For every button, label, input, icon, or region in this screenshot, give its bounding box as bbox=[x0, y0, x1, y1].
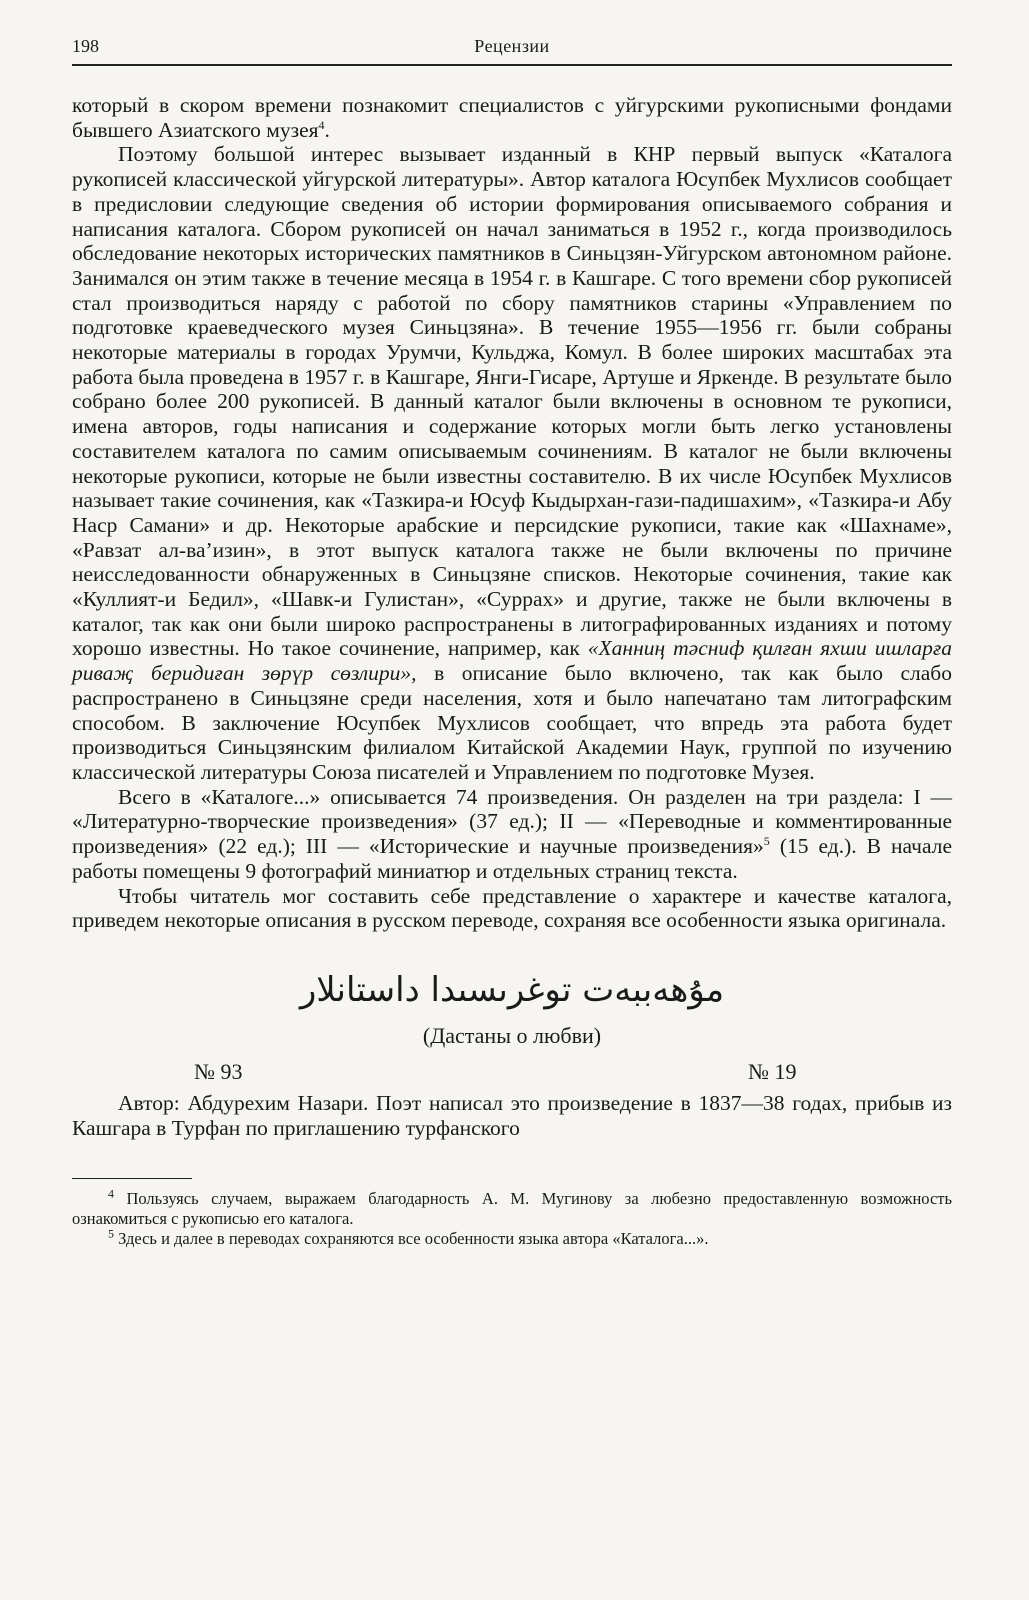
footnote: $^5$ Здесь и далее в переводах сохраняются все особенности языка автора «Каталога...». bbox=[108, 1226, 709, 1249]
body-text bbox=[72, 93, 952, 933]
footnote-marker: 4 bbox=[108, 1186, 114, 1201]
italic-title: «Ханниң тәсниф қилған яхши ишларға риваҗ беридиған зөрүр сөзлири», bbox=[72, 636, 953, 686]
paragraph: Поэтому большой интерес вызывает изданный в КНР первый выпуск «Каталога рукописей классической уйгурской литературы». Автор каталога Юсупбек Мухлисов сообщает в предисловии следующие сведения об истории формирования описываемого собрания и написания каталога. Сбором рукописей он начал заниматься в 1952 г., когда производилось обследование некоторых исторических памятников в Синьцзян-Уйгурском автономном районе. Занимался он этим также в течение месяца в 1954 г. в Кашгаре. С того времени сбор рукописей стал производиться наряду с работой по сбору памятников старины «Управлением по подготовке краеведческого музея Синьцзяна». В течение 1955—1956 гг. были собраны некоторые материалы в городах Урумчи, Кульджа, Комул. В более широких масштабах эта работа была проведена в 1957 г. в Кашгаре, Янги-Гисаре, Артуше и Яркенде. В результате было собрано более 200 рукописей. В данный каталог были включены в основном те рукописи, имена авторов, годы написания и содержание которых могли быть легко установлены составителем каталога по самим описываемым сочинениям. В каталог не были включены некоторые рукописи, которые не были известны составителю. В их числе Юсупбек Мухлисов называет такие сочинения, как «Тазкира-и Юсуф Кыдырхан-гази-падишахим», «Тазкира-и Абу Наср Самани» и др. Некоторые арабские и персидские рукописи, такие как «Шахнаме», «Равзат ал-ва’изин», в этот выпуск каталога также не были включены по причине неисследованности обнаруженных в Синьцзяне списков. Некоторые сочинения, такие как «Куллият-и Бедил», «Шавк-и Гулистан», «Суррах» и другие, также не были включены в каталог, так как они были широко распространены в литографированных изданиях и потому хорошо известны. Но такое сочинение, например, как «Ханниң тәсниф қилған яхши ишларға риваҗ беридиған зөрүр сөзлири», в описание было включено, так как было слабо распространено в Синьцзяне среди населения, хотя и было напечатано там литографским способом. В заключение Юсупбек Мухлисов сообщает, что впредь эта работа будет производиться Синьцзянским филиалом Китайской Академии Наук, группой по изучению классической литературы Союза писателей и Управлением по подготовке Музея. bbox=[72, 142, 953, 784]
footnote: $^4$ Пользуясь случаем, выражаем благодарность А. М. Мугинову за любезно предоставленную возможность ознакомиться с рукописью его каталога. bbox=[72, 1186, 953, 1229]
paragraph: Автор: Абдурехим Назари. Поэт написал это произведение в 1837—38 годах, прибыв из Кашгара в Турфан по приглашению турфанского bbox=[72, 1090, 952, 1140]
page-header bbox=[72, 30, 952, 60]
paragraph: Всего в «Каталоге...» описывается 74 произведения. Он разделен на три раздела: I — «Литературно-творческие произведения» (37 ед.); II — «Переводные и комментированные произведения» (22 ед.); III — «Исторические и научные произведения»$^5$ (15 ед.). В начале работы помещены 9 фотографий миниатюр и отдельных страниц текста. bbox=[72, 784, 952, 883]
header-rule bbox=[72, 64, 952, 66]
page bbox=[72, 30, 952, 1249]
entry-number-right: № 19 bbox=[748, 1058, 797, 1084]
footnote-rule bbox=[72, 1178, 192, 1179]
entry-numbers bbox=[72, 1059, 952, 1087]
footnote-marker: 5 bbox=[108, 1226, 114, 1241]
paragraph: который в скором времени познакомит специалистов с уйгурскими рукописными фондами бывшего Азиатского музея$^4$. bbox=[72, 93, 952, 142]
running-title: Рецензии bbox=[474, 36, 550, 56]
entry-text bbox=[72, 1091, 952, 1140]
section-title-arabic: مۇھەببەت توغرىسىدا داستانلار bbox=[299, 969, 725, 1010]
section-subtitle: (Дастаны о любви) bbox=[422, 1022, 602, 1048]
entry-number-left: № 93 bbox=[194, 1058, 243, 1084]
footnotes bbox=[72, 1186, 953, 1249]
paragraph: Чтобы читатель мог составить себе представление о характере и качестве каталога, приведем некоторые описания в русском переводе, сохраняя все особенности языка оригинала. bbox=[72, 883, 952, 933]
footnote-marker: 4 bbox=[318, 117, 325, 132]
footnote-marker: 5 bbox=[763, 833, 770, 848]
page-number: 198 bbox=[72, 36, 99, 56]
